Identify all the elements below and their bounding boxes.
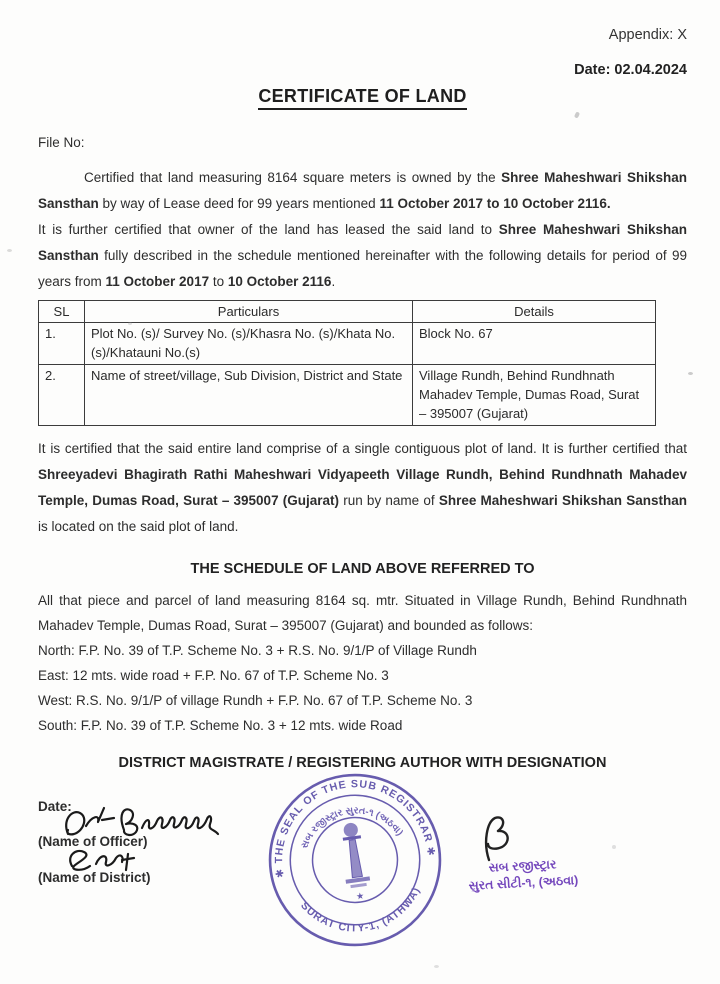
officer-name-label: (Name of Officer) [38,834,148,849]
side-stamp-line1: સબ રજીસ્ટ્રાર [488,857,557,875]
side-stamp-line2: સુરત સીટી-૧, (અઠવા) [468,873,579,893]
district-name-label: (Name of District) [38,870,151,885]
paragraph-text: Certified that land measuring 8164 square meters is owned by the [84,170,502,185]
ashoka-pillar-emblem [338,821,373,902]
paragraph-text: by way of Lease deed for 99 years mentioned [98,196,380,211]
boundary-east: East: 12 mts. wide road + F.P. No. 67 of T.P. Scheme No. 3 [38,668,389,683]
sub-registrar-seal-stamp [253,758,456,961]
boundary-south: South: F.P. No. 39 of T.P. Scheme No. 3 + 12 mts. wide Road [38,718,403,733]
file-no-label: File No: [38,135,85,150]
paragraph-text-bold: 10 October 2116 [227,274,332,289]
paragraph-text-bold: Shree Maheshwari Shikshan Sansthan [438,493,687,508]
table-header-row [39,301,656,323]
seal-outer-top-text: ✱ THE SEAL OF THE SUB REGISTRAR ✱ [273,778,437,879]
cell-details: Village Rundh, Behind Rundhnath Mahadev Temple, Dumas Road, Surat – 395007 (Gujarat) [413,365,656,426]
schedule-intro: All that piece and parcel of land measuring 8164 sq. mtr. Situated in Village Rundh, Behind Rundhnath Mahadev Temple, Dumas Road, Surat – 395007 (Gujarat) and bounded as follows: [38,593,687,633]
seal-inner-gujarati-text: સબ રજીસ્ટ્રાર સુરત-૧ (અઠવા) [299,805,405,851]
certification-paragraph-3 [38,436,687,540]
paragraph-text-bold: 11 October 2017 to 10 October 2116. [379,196,611,211]
authority-heading: DISTRICT MAGISTRATE / REGISTERING AUTHOR WITH DESIGNATION [118,755,607,771]
cell-sl: 2. [39,365,85,426]
paragraph-text-bold: Shree Maheshwari Shikshan Sansthan [38,170,687,211]
cell-sl: 1. [39,323,85,365]
scan-speck [7,249,12,252]
seal-outer-bottom-text: SURAT CITY-1, (ATHWA) [298,885,423,935]
certification-paragraph-2 [38,217,687,295]
paragraph-text: It is further certified that owner of the land has leased the said land to [38,222,499,237]
paragraph-text: to [209,274,228,289]
cell-particulars: Plot No. (s)/ Survey No. (s)/Khasra No. (s)/Khata No.(s)/Khatauni No.(s) [85,323,413,365]
paragraph-text: . [331,274,336,289]
cell-particulars: Name of street/village, Sub Division, District and State [85,365,413,426]
column-header-details: Details [413,301,656,323]
schedule-heading: THE SCHEDULE OF LAND ABOVE REFERRED TO [190,561,535,577]
land-details-table [38,300,656,426]
side-stamp-text [447,854,599,896]
table-row [39,323,656,365]
certification-paragraph-1 [38,165,687,217]
paragraph-text: It is certified that the said entire land comprise of a single contiguous plot of land. It is further certified that [38,441,687,456]
paragraph-text-bold: 11 October 2017 [105,274,210,289]
scan-speck [434,965,439,968]
date-label: Date: [38,799,72,814]
scan-speck [612,845,616,849]
appendix-note: Appendix: X [608,27,687,43]
boundary-west: West: R.S. No. 9/1/P of village Rundh + F.P. No. 67 of T.P. Scheme No. 3 [38,693,473,708]
paragraph-text: run by name of [339,493,439,508]
cell-details: Block No. 67 [413,323,656,365]
date-line: Date: 02.04.2024 [574,62,687,78]
paragraph-text: is located on the said plot of land. [38,519,239,534]
page-title: CERTIFICATE OF LAND [258,86,466,110]
paragraph-text: fully described in the schedule mentioned hereinafter with the following details for period of 99 years from [38,248,687,289]
scan-speck [574,111,580,118]
paragraph-text-bold: Shree Maheshwari Shikshan Sansthan [38,222,687,263]
column-header-sl: SL [39,301,85,323]
column-header-particulars: Particulars [85,301,413,323]
seal-star-glyph: ★ [355,890,365,902]
scan-speck [688,372,693,375]
paragraph-text-bold: Shreeyadevi Bhagirath Rathi Maheshwari Vidyapeeth Village Rundh, Behind Rundhnath Mahadev Temple, Dumas Road, Surat – 395007 (Gujarat) [38,467,687,508]
scan-speck [128,322,132,325]
table-row [39,365,656,426]
boundary-north: North: F.P. No. 39 of T.P. Scheme No. 3 + R.S. No. 9/1/P of Village Rundh [38,643,477,658]
